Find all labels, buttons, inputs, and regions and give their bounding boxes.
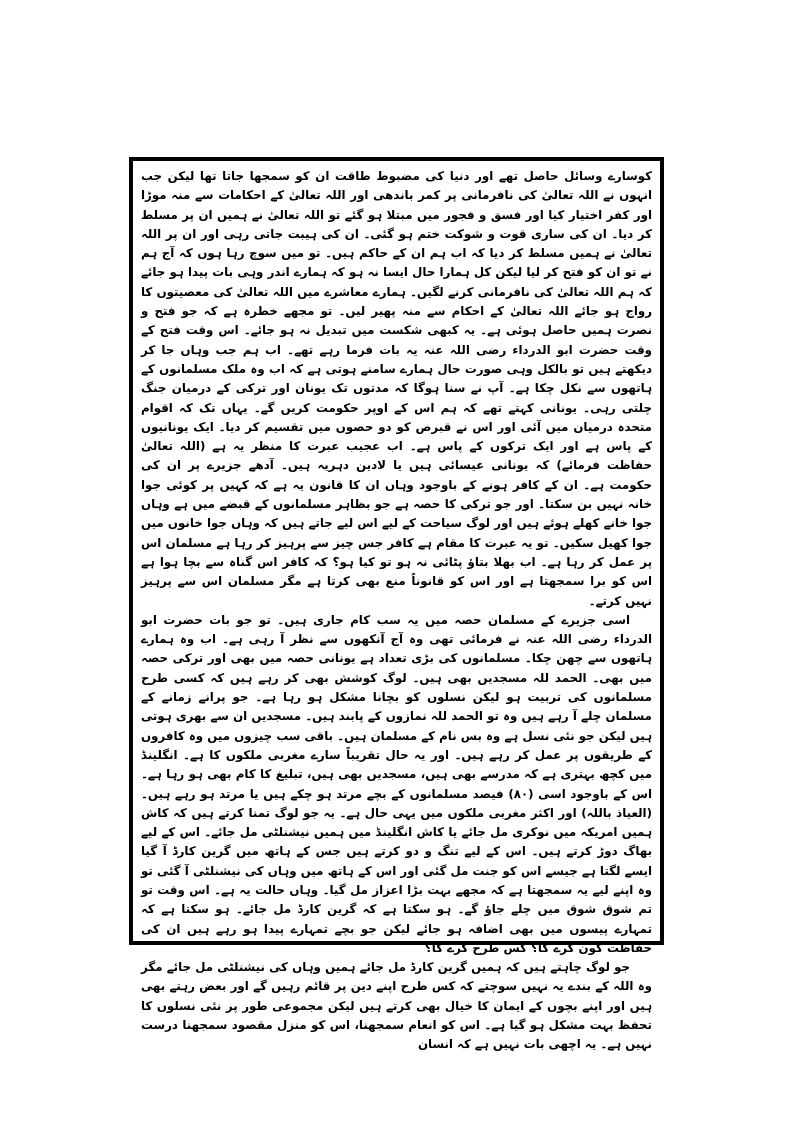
paragraph-3: جو لوگ چاہتے ہیں کہ ہمیں گرین کارڈ مل جائے ہمیں وہاں کی نیشنلٹی مل جائے مگر وہ اللہ کے بندے یہ نہیں سوچتے کہ کس طرح اپنے دین پر قائم رہیں گے اور بعض رہتے بھی ہیں اور اپنے بچوں کے ایمان کا خیال بھی کرتے ہیں لیکن مجموعی طور پر نئی نسلوں کا تحفظ بہت مشکل ہو گیا ہے۔ اس کو انعام سمجھنا، اس کو منزل مقصود سمجھنا درست نہیں ہے۔ یہ اچھی بات نہیں ہے کہ انسان xyxy=(141,960,652,1052)
text-frame xyxy=(129,157,664,1052)
urdu-body-text xyxy=(141,167,652,1055)
paragraph-2: اسی جزیرے کے مسلمان حصہ میں یہ سب کام جاری ہیں۔ تو جو بات حضرت ابو الدرداء رضی اللہ عنہ نے فرمائی تھی وہ آج آنکھوں سے نظر آ رہی ہے۔ اب وہ ہمارے ہاتھوں سے چھن چکا۔ مسلمانوں کی بڑی تعداد ہے یونانی حصہ میں بھی اور ترکی حصہ میں بھی۔ الحمد للہ مسجدیں بھی ہیں۔ لوگ کوشش بھی کر رہے ہیں کہ کسی طرح مسلمانوں کی تربیت ہو لیکن نسلوں کو بچانا مشکل ہو رہا ہے۔ جو پرانے زمانے کے مسلمان چلے آ رہے ہیں وہ تو الحمد للہ نمازوں کے پابند ہیں۔ مسجدیں ان سے بھری ہوتی ہیں لیکن جو نئی نسل ہے وہ بس نام کے مسلمان ہیں۔ باقی سب چیزوں میں وہ کافروں کے طریقوں پر عمل کر رہے ہیں۔ اور یہ حال تقریباً سارے مغربی ملکوں کا ہے۔ انگلینڈ میں کچھ بہتری ہے کہ مدرسے بھی ہیں، مسجدیں بھی ہیں، تبلیغ کا کام بھی ہو رہا ہے۔ اس کے باوجود اسی (۸۰) فیصد مسلمانوں کے بچے مرتد ہو چکے ہیں یا مرتد ہو رہے ہیں۔ (العیاذ باللہ) اور اکثر مغربی ملکوں میں یہی حال ہے۔ یہ جو لوگ تمنا کرتے ہیں کہ کاش ہمیں امریکہ میں نوکری مل جائے یا کاش انگلینڈ میں ہمیں نیشنلٹی مل جائے۔ اس کے لیے بھاگ دوڑ کرتے ہیں۔ اس کے لیے تنگ و دو کرتے ہیں جس کے ہاتھ میں گرین کارڈ آ گیا ایسے لگتا ہے جیسے اس کو جنت مل گئی اور اس کے ہاتھ میں وہاں کی نیشنلٹی آ گئی تو وہ اپنے لیے یہ سمجھتا ہے کہ مجھے بہت بڑا اعزاز مل گیا۔ وہاں حالت یہ ہے۔ اس وقت تو تم شوق شوق میں چلے جاؤ گے۔ ہو سکتا ہے کہ گرین کارڈ مل جائے۔ ہو سکتا ہے کہ تمہارے پیسوں میں بھی اضافہ ہو جائے لیکن جو بچے تمہارے پیدا ہو رہے ہیں ان کی حفاظت کون کرے گا؟ کس طرح کرے گا؟ xyxy=(141,612,652,955)
paragraph-1: کوسارے وسائل حاصل تھے اور دنیا کی مضبوط طاقت ان کو سمجھا جاتا تھا لیکن جب انہوں نے اللہ تعالیٰ کی نافرمانی پر کمر باندھی اور اللہ تعالیٰ کے احکامات سے منہ موڑا اور کفر اختیار کیا اور فسق و فجور میں مبتلا ہو گئے تو اللہ تعالیٰ نے ہمیں ان پر مسلط کر دیا۔ ان کی ساری قوت و شوکت ختم ہو گئی۔ ان کی ہیبت جاتی رہی اور ان پر اللہ تعالیٰ نے ہمیں مسلط کر دیا کہ اب ہم ان کے حاکم ہیں۔ تو میں سوچ رہا ہوں کہ آج ہم نے تو ان کو فتح کر لیا لیکن کل ہمارا حال ایسا نہ ہو کہ ہمارے اندر وہی بات پیدا ہو جائے کہ ہم اللہ تعالیٰ کی نافرمانی کرنے لگیں۔ ہمارے معاشرے میں اللہ تعالیٰ کی معصیتوں کا رواج ہو جائے اللہ تعالیٰ کے احکام سے منہ پھیر لیں۔ تو مجھے خطرہ ہے کہ جو فتح و نصرت ہمیں حاصل ہوئی ہے۔ یہ کبھی شکست میں تبدیل نہ ہو جائے۔ اس وقت فتح کے وقت حضرت ابو الدرداء رضی اللہ عنہ یہ بات فرما رہے تھے۔ اب ہم جب وہاں جا کر دیکھتے ہیں تو بالکل وہی صورت حال ہمارے سامنے ہوتی ہے کہ اب وہ ملک مسلمانوں کے ہاتھوں سے نکل چکا ہے۔ آپ نے سنا ہوگا کہ مدتوں تک یونان اور ترکی کے درمیان جنگ چلتی رہی۔ یونانی کہتے تھے کہ ہم اس کے اوپر حکومت کریں گے۔ یہاں تک کہ اقوام متحدہ درمیان میں آئی اور اس نے قبرص کو دو حصوں میں تقسیم کر دیا۔ ایک یونانیوں کے پاس ہے اور ایک ترکوں کے پاس ہے۔ اب عجیب عبرت کا منظر یہ ہے (اللہ تعالیٰ حفاظت فرمائے) کہ یونانی عیسائی ہیں یا لادین دہریہ ہیں۔ آدھے جزیرے پر ان کی حکومت ہے۔ ان کے کافر ہونے کے باوجود وہاں ان کا قانون یہ ہے کہ کہیں پر کوئی جوا خانہ نہیں بن سکتا۔ اور جو ترکی کا حصہ ہے جو بظاہر مسلمانوں کے قبضے میں ہے وہاں جوا خانے کھلے ہوئے ہیں اور لوگ سیاحت کے لیے اس لیے جاتے ہیں کہ وہاں جوا خانوں میں جوا کھیل سکیں۔ تو یہ عبرت کا مقام ہے کافر جس چیز سے پرہیز کر رہا ہے مسلمان اس پر عمل کر رہا ہے۔ اب بھلا بتاؤ پٹائی نہ ہو تو کیا ہو؟ کہ کافر اس گناہ سے بچا ہوا ہے اس کو برا سمجھتا ہے اور اس کو قانوناً منع بھی کرتا ہے مگر مسلمان اس سے پرہیز نہیں کرتے۔ xyxy=(141,169,652,608)
